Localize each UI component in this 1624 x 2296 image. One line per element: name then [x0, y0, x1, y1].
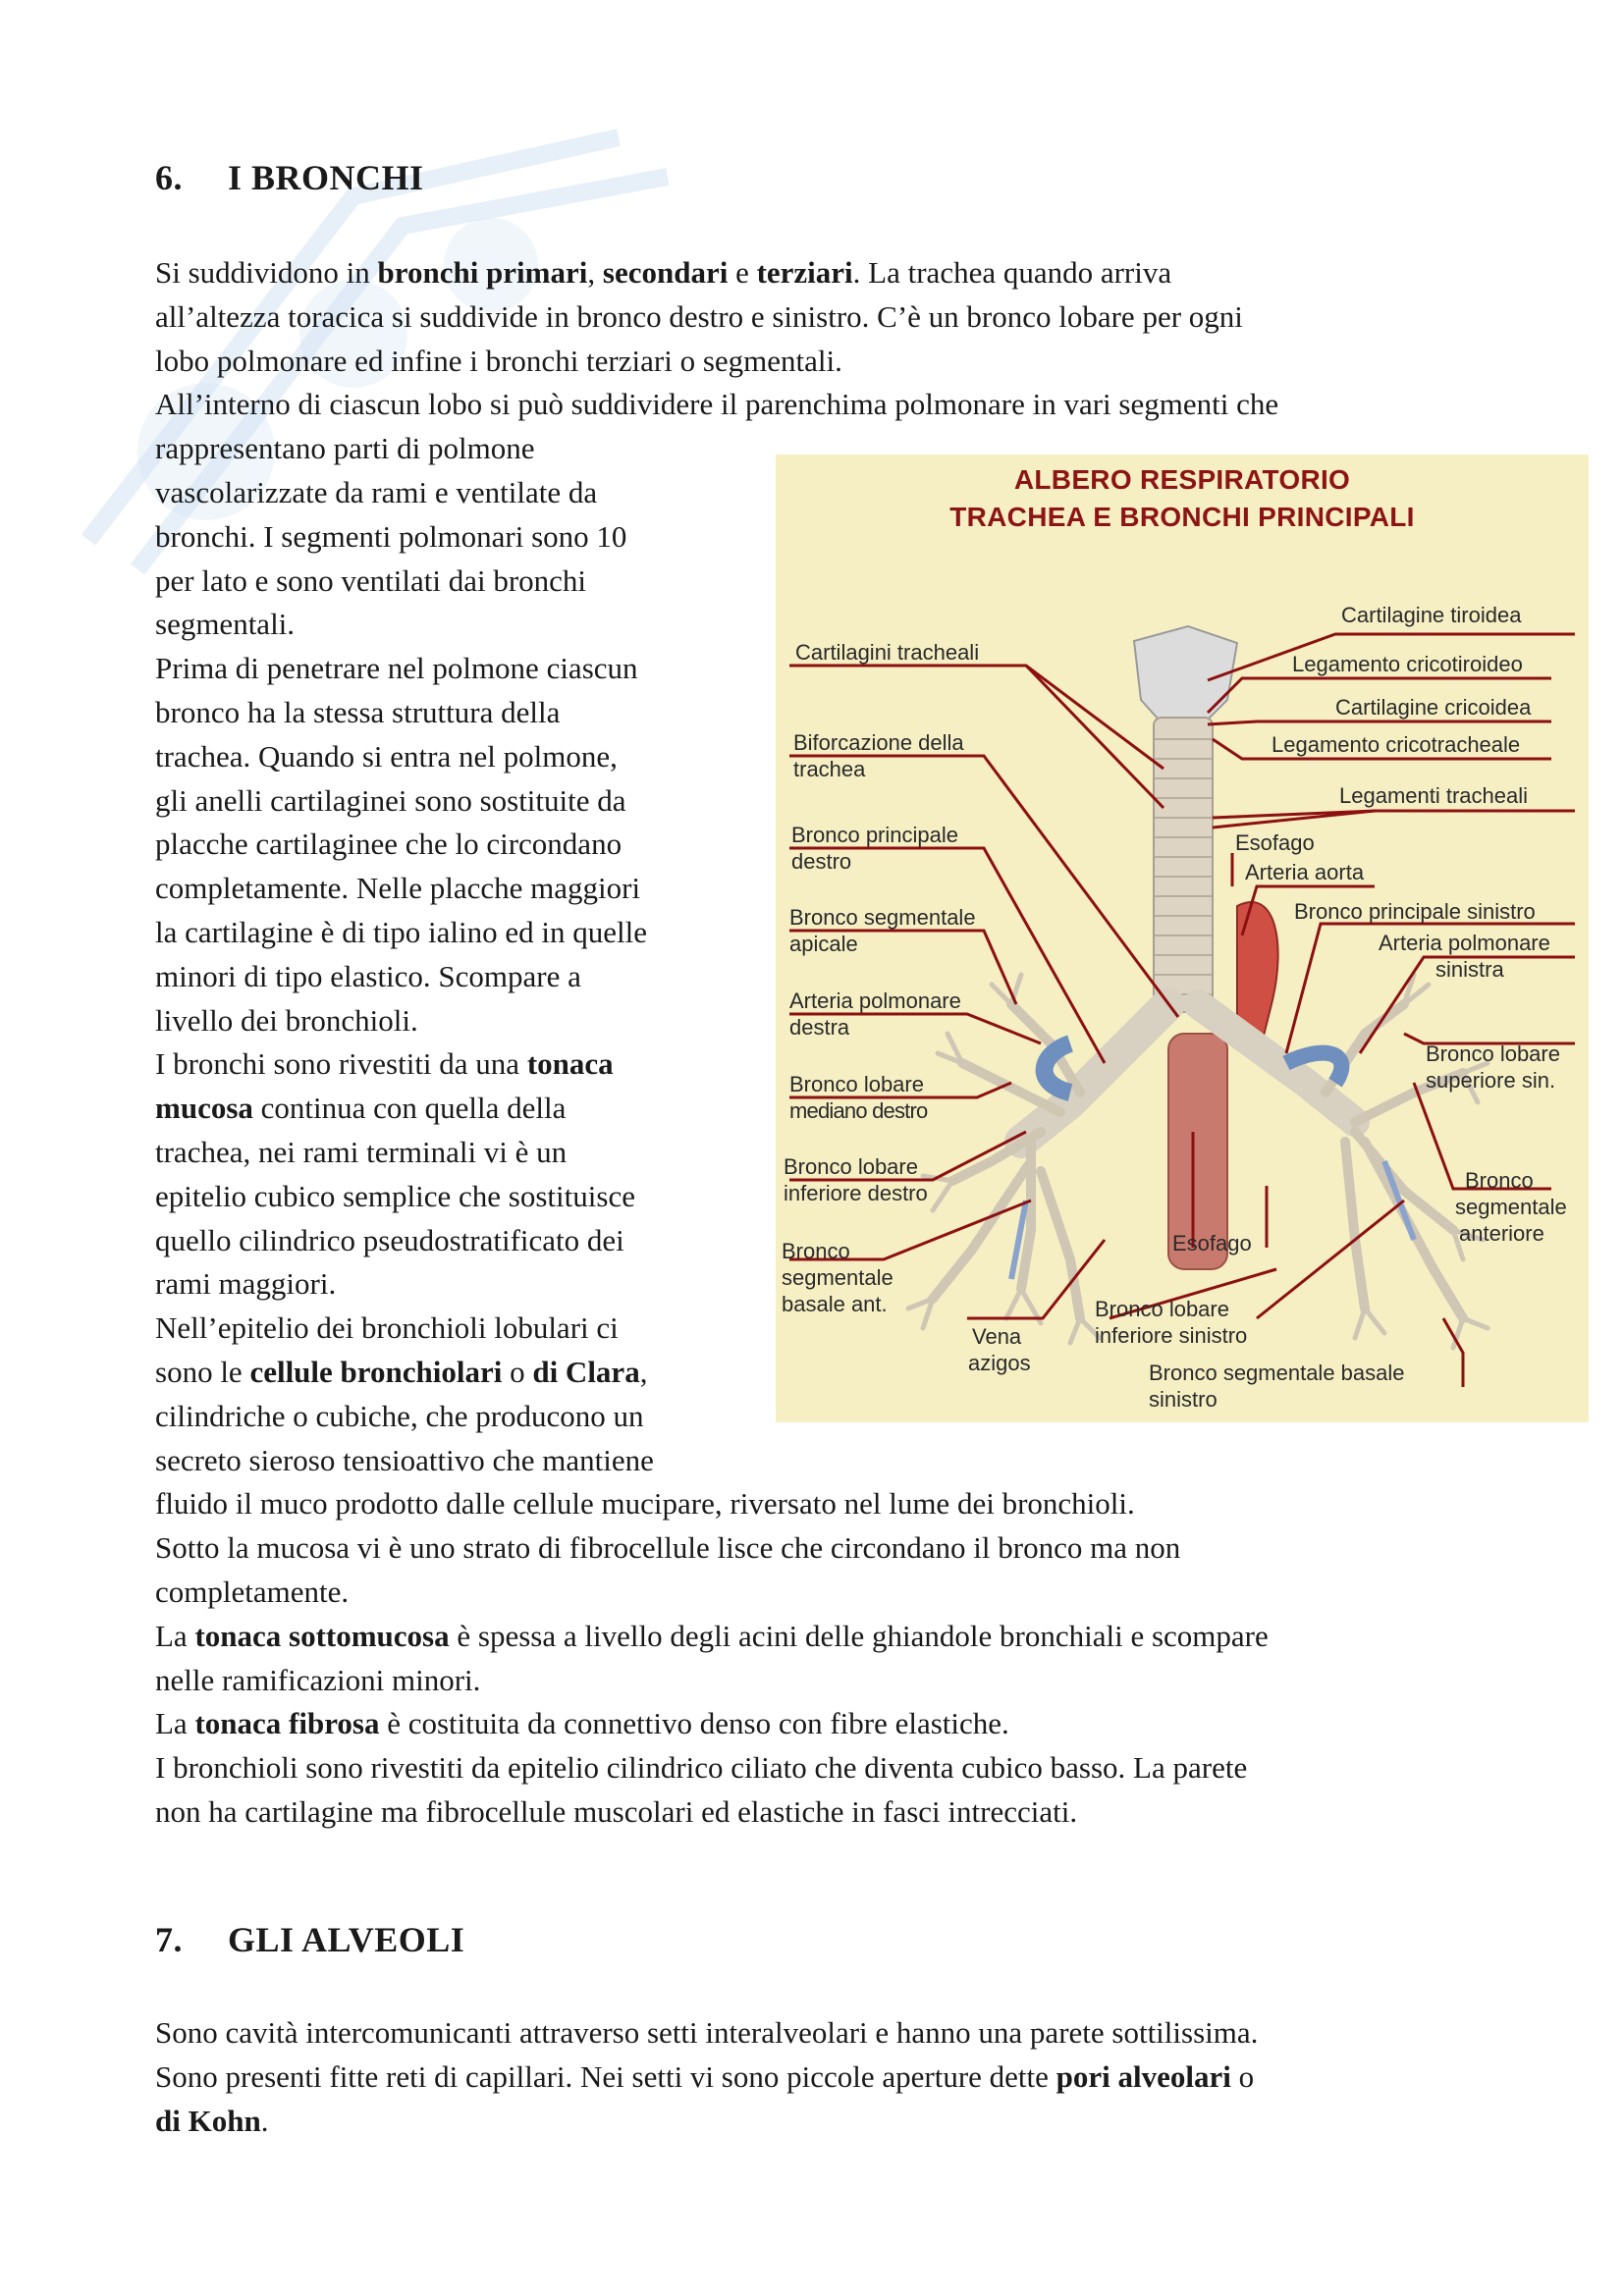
- paragraph-line: La tonaca sottomucosa è spessa a livello degli acini delle ghiandole bronchiali e scompare: [155, 1618, 1269, 1653]
- paragraph-line: all’altezza toracica si suddivide in bronco destro e sinistro. C’è un bronco lobare per ogni: [155, 298, 1243, 334]
- paragraph-line: quello cilindrico pseudostratificato dei: [155, 1222, 624, 1257]
- paragraph-line: secreto sieroso tensioattivo che mantiene: [155, 1442, 654, 1477]
- figure-title-line-2: TRACHEA E BRONCHI PRINCIPALI: [949, 502, 1415, 532]
- label-esofago-top: Esofago: [1235, 830, 1315, 855]
- label-bronco-principale-destro-2: destro: [791, 849, 852, 874]
- paragraph-line: epitelio cubico semplice che sostituisce: [155, 1178, 635, 1213]
- label-cartilagine-cricoidea: Cartilagine cricoidea: [1335, 695, 1532, 720]
- paragraph-line: vascolarizzate da rami e ventilate da: [155, 474, 598, 509]
- paragraph-line: trachea. Quando si entra nel polmone,: [155, 738, 618, 774]
- section-7-body: [155, 2011, 1258, 2143]
- paragraph-line: placche cartilaginee che lo circondano: [155, 827, 623, 862]
- paragraph-line: All’interno di ciascun lobo si può suddividere il parenchima polmonare in vari segmenti che: [155, 387, 1279, 422]
- label-bronco-segmentale-basale-ant-3: basale ant.: [782, 1292, 888, 1316]
- label-arteria-polmonare-sinistra-2: sinistra: [1435, 957, 1504, 982]
- section-7-heading: [155, 1919, 464, 1960]
- paragraph-line: rami maggiori.: [155, 1266, 337, 1302]
- label-arteria-polmonare-sinistra-1: Arteria polmonare: [1379, 931, 1550, 955]
- paragraph-line: minori di tipo elastico. Scompare a: [155, 958, 581, 993]
- label-arteria-polmonare-destra-2: destra: [789, 1015, 850, 1040]
- label-vena-azigos-1: Vena: [972, 1324, 1022, 1349]
- paragraph-line: I bronchi sono rivestiti da una tonaca: [155, 1046, 614, 1082]
- section-6-heading: [155, 157, 424, 198]
- paragraph-line: cilindriche o cubiche, che producono un: [155, 1398, 644, 1433]
- label-bronco-segmentale-basale-ant-2: segmentale: [782, 1265, 893, 1290]
- paragraph-line: segmentali.: [155, 607, 296, 642]
- label-cartilagini-tracheali: Cartilagini tracheali: [795, 640, 980, 665]
- label-bronco-segmentale-basale-ant-1: Bronco: [782, 1239, 850, 1263]
- paragraph-line: rappresentano parti di polmone: [155, 431, 535, 466]
- label-bronco-segmentale-apicale-2: apicale: [789, 932, 858, 956]
- label-esofago-bottom: Esofago: [1172, 1231, 1252, 1255]
- label-bronco-lobare-mediano-1: Bronco lobare: [789, 1072, 924, 1096]
- paragraph-line: mucosa continua con quella della: [155, 1091, 567, 1126]
- paragraph-line: nelle ramificazioni minori.: [155, 1662, 481, 1697]
- label-legamento-cricotracheale: Legamento cricotracheale: [1272, 732, 1521, 757]
- section-7-number: 7.: [155, 1920, 183, 1959]
- label-bronco-principale-destro-1: Bronco principale: [791, 823, 958, 847]
- paragraph-line: Nell’epitelio dei bronchioli lobulari ci: [155, 1310, 619, 1346]
- label-bronco-segmentale-anteriore-2: segmentale: [1455, 1195, 1567, 1219]
- paragraph-line: gli anelli cartilaginei sono sostituite da: [155, 782, 626, 818]
- label-bronco-segmentale-basale-sinistro-1: Bronco segmentale basale: [1149, 1361, 1405, 1385]
- label-legamento-cricotiroideo: Legamento cricotiroideo: [1292, 652, 1523, 676]
- label-arteria-polmonare-destra-1: Arteria polmonare: [789, 988, 961, 1013]
- label-bronco-segmentale-anteriore-3: anteriore: [1459, 1221, 1544, 1246]
- paragraph-line: livello dei bronchioli.: [155, 1002, 418, 1038]
- paragraph-line: I bronchioli sono rivestiti da epitelio cilindrico ciliato che diventa cubico basso. La parete: [155, 1750, 1248, 1786]
- label-bronco-principale-sinistro: Bronco principale sinistro: [1294, 899, 1536, 924]
- paragraph-line: non ha cartilagine ma fibrocellule muscolari ed elastiche in fasci intrecciati.: [155, 1793, 1078, 1829]
- label-bronco-segmentale-anteriore-1: Bronco: [1465, 1168, 1534, 1193]
- respiratory-tree-figure: [776, 454, 1589, 1422]
- label-bronco-segmentale-apicale-1: Bronco segmentale: [789, 905, 976, 930]
- section-7-title: GLI ALVEOLI: [228, 1920, 465, 1959]
- label-legamenti-tracheali: Legamenti tracheali: [1339, 783, 1529, 808]
- paragraph-line: di Kohn.: [155, 2103, 269, 2138]
- figure-title-line-1: ALBERO RESPIRATORIO: [1013, 464, 1351, 495]
- label-bronco-lobare-inferiore-destro-2: inferiore destro: [784, 1181, 928, 1205]
- label-bronco-lobare-inferiore-sinistro-2: inferiore sinistro: [1095, 1323, 1248, 1348]
- paragraph-line: fluido il muco prodotto dalle cellule mucipare, riversato nel lume dei bronchioli.: [155, 1486, 1135, 1522]
- paragraph-line: trachea, nei rami terminali vi è un: [155, 1134, 568, 1169]
- paragraph-line: completamente. Nelle placche maggiori: [155, 871, 641, 906]
- paragraph-line: Sono presenti fitte reti di capillari. Nei setti vi sono piccole aperture dette pori alveolari o: [155, 2058, 1255, 2094]
- label-biforcazione-line-2: trachea: [793, 757, 866, 781]
- section-6-number: 6.: [155, 158, 183, 197]
- label-biforcazione-line-1: Biforcazione della: [793, 730, 964, 755]
- paragraph-line: Si suddividono in bronchi primari, secondari e terziari. La trachea quando arriva: [155, 255, 1172, 290]
- paragraph-line: Prima di penetrare nel polmone ciascun: [155, 651, 638, 686]
- paragraph-line: bronco ha la stessa struttura della: [155, 694, 561, 729]
- label-bronco-lobare-inferiore-sinistro-1: Bronco lobare: [1095, 1297, 1229, 1321]
- paragraph-line: sono le cellule bronchiolari o di Clara,: [155, 1354, 648, 1389]
- label-bronco-lobare-superiore-2: superiore sin.: [1426, 1068, 1556, 1093]
- label-bronco-lobare-superiore-1: Bronco lobare: [1426, 1041, 1560, 1066]
- paragraph-line: per lato e sono ventilati dai bronchi: [155, 562, 587, 598]
- label-bronco-lobare-inferiore-destro-1: Bronco lobare: [784, 1154, 918, 1179]
- paragraph-line: lobo polmonare ed infine i bronchi terziari o segmentali.: [155, 343, 842, 378]
- label-bronco-segmentale-basale-sinistro-2: sinistro: [1149, 1387, 1218, 1412]
- label-cartilagine-tiroidea: Cartilagine tiroidea: [1341, 603, 1522, 627]
- paragraph-line: la cartilagine è di tipo ialino ed in quelle: [155, 914, 647, 949]
- paragraph-line: completamente.: [155, 1574, 350, 1609]
- label-bronco-lobare-mediano-2: mediano destro: [789, 1098, 928, 1123]
- paragraph-line: La tonaca fibrosa è costituita da connettivo denso con fibre elastiche.: [155, 1706, 1009, 1741]
- paragraph-line: Sono cavità intercomunicanti attraverso setti interalveolari e hanno una parete sottilissima.: [155, 2015, 1259, 2050]
- label-arteria-aorta: Arteria aorta: [1245, 860, 1365, 884]
- paragraph-line: Sotto la mucosa vi è uno strato di fibrocellule lisce che circondano il bronco ma non: [155, 1530, 1181, 1566]
- section-6-title: I BRONCHI: [228, 158, 424, 197]
- paragraph-line: bronchi. I segmenti polmonari sono 10: [155, 518, 627, 554]
- label-vena-azigos-2: azigos: [968, 1351, 1031, 1375]
